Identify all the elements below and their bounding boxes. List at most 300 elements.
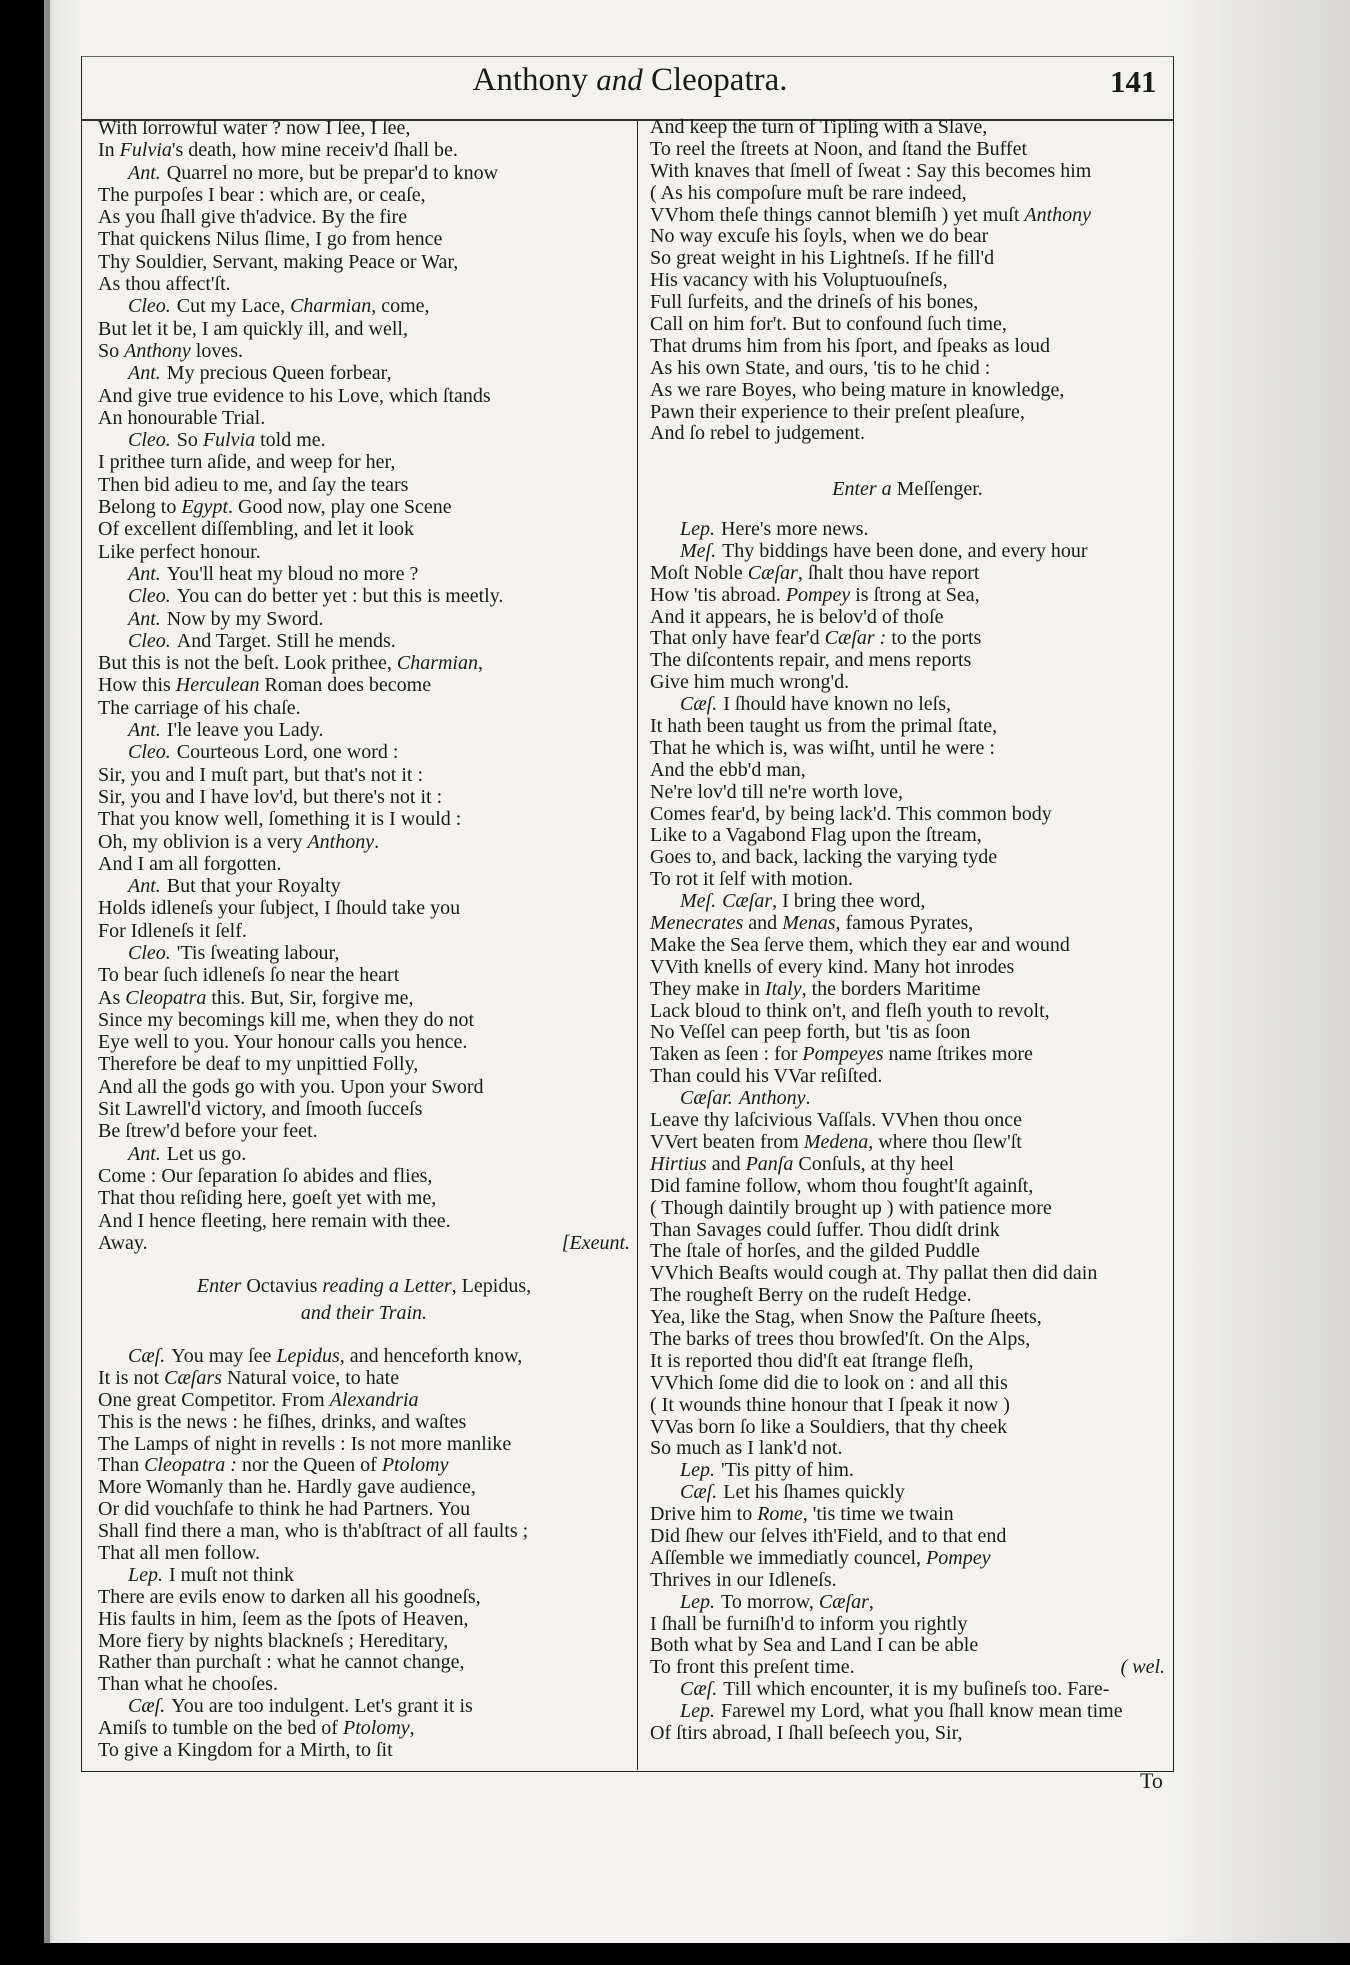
text: Of excellent diſſembling, and let it look (98, 518, 415, 541)
speaker-name: Ant. (128, 161, 161, 184)
speaker-name: Ant. (128, 562, 161, 585)
text: To rot it ſelf with motion. (650, 868, 854, 891)
text: Did ſhew our ſelves ith'Field, and to that end (650, 1524, 1007, 1547)
text: Let his ſhames quickly (723, 1481, 905, 1504)
text: , the borders Maritime (801, 977, 981, 1000)
text: That he which is, was wiſht, until he were : (650, 736, 995, 759)
text: As thou affect'ſt. (98, 273, 231, 296)
italic-text: Alexandria (329, 1388, 419, 1411)
text: Away. (98, 1231, 148, 1254)
text-line (98, 407, 630, 429)
text: Now by my Sword. (166, 607, 324, 630)
speaker-name: Lep. (680, 518, 715, 540)
italic-text: Rome (757, 1503, 803, 1526)
italic-text: Anthony (738, 1087, 806, 1110)
italic-text: Fulvia (202, 429, 256, 452)
text: For Idleneſs it ſelf. (98, 919, 247, 942)
text-line (98, 1499, 630, 1521)
italic-text: and their Train. (300, 1302, 428, 1324)
text: But let it be, I am quickly ill, and well, (98, 317, 408, 340)
text: , where thou ſlew'ſt (868, 1130, 1022, 1153)
text-line (98, 1609, 630, 1631)
text-line (98, 808, 630, 830)
text: , Lepidus, (451, 1275, 532, 1297)
text: They make in (650, 977, 765, 1000)
speaker-name: Cæſ. (128, 1695, 166, 1718)
text-line (98, 162, 630, 184)
text: Like to a Vagabond Flag upon the ſtream, (650, 824, 982, 847)
text: Cut my Lace, (176, 295, 291, 318)
text-line (650, 1176, 1165, 1198)
text-line (650, 1154, 1165, 1176)
text: name ſtrikes more (883, 1043, 1033, 1066)
text: and (706, 1152, 746, 1175)
text-line (650, 1657, 1165, 1679)
text: VVith knells of every kind. Many hot inrodes (650, 955, 1015, 978)
text: Drive him to (650, 1503, 758, 1526)
text-line (650, 161, 1165, 183)
text-line (98, 1718, 630, 1740)
text-line (98, 875, 630, 897)
text: VVhich Beaſts would cough at. Thy pallat then did dain (650, 1262, 1098, 1285)
text: And I am all forgotten. (98, 852, 282, 875)
text: Call on him for't. But to confound ſuch time, (650, 313, 1007, 336)
text: Sir, you and I have lov'd, but there's not it : (98, 785, 443, 808)
text-line (98, 987, 630, 1009)
text: , 'tis time we twain (802, 1503, 954, 1526)
text-line (650, 847, 1165, 869)
italic-text: Panſa (745, 1152, 794, 1175)
italic-text: Hirtius (650, 1152, 707, 1175)
text-line (98, 206, 630, 228)
text-line (650, 782, 1165, 804)
text-line (650, 1044, 1165, 1066)
italic-text: Menecrates (650, 912, 744, 935)
text: You may ſee (171, 1345, 277, 1367)
text: I ſhould have known no leſs, (723, 693, 951, 716)
text: VVhom theſe things cannot blemiſh ) yet muſt (650, 203, 1025, 226)
text-line (98, 1165, 630, 1187)
text: Moſt Noble (650, 561, 748, 584)
text-line (650, 205, 1165, 227)
text-line (98, 697, 630, 719)
text-line (98, 920, 630, 942)
text: Eye well to you. Your honour calls you hence. (98, 1031, 468, 1054)
text: An honourable Trial. (98, 406, 266, 429)
text-line (650, 358, 1165, 380)
text: Ne're lov'd till ne're worth love, (650, 780, 903, 803)
text: Come : Our ſeparation ſo abides and flies, (98, 1164, 433, 1187)
title-cleopatra: Cleopatra. (650, 62, 788, 98)
text: 'Tis ſweating labour, (176, 941, 340, 964)
text-line (98, 764, 630, 786)
text-line (98, 362, 630, 384)
text-line (650, 935, 1165, 957)
text-line (650, 1220, 1165, 1242)
text: One great Competitor. From (98, 1388, 330, 1411)
italic-text: Cæſar (747, 561, 798, 584)
text: Comes fear'd, by being lack'd. This common body (650, 802, 1052, 825)
text: Meſſenger. (896, 478, 983, 500)
text: You'll heat my bloud no more ? (166, 562, 419, 585)
italic-text: Cæſar (818, 1590, 869, 1613)
italic-text: Fulvia (119, 139, 172, 162)
text-line (650, 1001, 1165, 1023)
text: Thy Souldier, Servant, making Peace or War, (98, 250, 459, 273)
italic-text: Pompeyes (802, 1043, 884, 1066)
text-line (650, 585, 1165, 607)
text-line (98, 1674, 630, 1696)
text-line (650, 672, 1165, 694)
text: told me. (255, 429, 326, 452)
text-line (98, 318, 630, 340)
text: Than what he chooſes. (98, 1673, 278, 1696)
title-anthony: Anthony (472, 62, 588, 98)
text: As we rare Boyes, who being mature in knowledge, (650, 378, 1065, 401)
text: That quickens Nilus ſlime, I go from hence (98, 228, 443, 251)
text: You can do better yet : but this is meetly. (176, 585, 504, 608)
text: VVert beaten from (650, 1130, 804, 1153)
text-line (98, 1631, 630, 1653)
text-line (650, 270, 1165, 292)
text-line (650, 1351, 1165, 1373)
italic-text: Herculean (175, 674, 260, 697)
text: So (98, 339, 125, 362)
italic-text: reading a Letter (317, 1275, 452, 1297)
speaker-name: Cleo. (128, 941, 171, 964)
italic-text: Cleopatra : (144, 1454, 237, 1477)
speaker-name: Lep. (680, 1700, 715, 1723)
text-line (650, 957, 1165, 979)
text-line (650, 1110, 1165, 1132)
text: How 'tis abroad. (650, 583, 786, 606)
text-line (98, 674, 630, 696)
text-line (650, 1022, 1165, 1044)
italic-text: Anthony (124, 339, 191, 362)
text: , ſhalt thou have report (797, 561, 980, 584)
text-line (98, 585, 630, 607)
text-line (98, 385, 630, 407)
text-line (650, 1438, 1165, 1460)
text: ( It wounds thine honour that I ſpeak it now ) (650, 1393, 1010, 1416)
text: No way excuſe his ſoyls, when we do bear (650, 225, 989, 248)
text-line (650, 1329, 1165, 1351)
text-line (650, 1198, 1165, 1220)
text-line (98, 630, 630, 652)
text-line (98, 786, 630, 808)
text: Amiſs to tumble on the bed of (98, 1717, 343, 1740)
text: There are evils enow to darken all his goodneſs, (98, 1585, 481, 1608)
speaker-name: Cæſ. (680, 1678, 718, 1701)
text-line (98, 1455, 630, 1477)
text: Belong to (98, 496, 182, 519)
italic-text: Charmian (396, 652, 478, 675)
text: , and henceforth know, (339, 1345, 523, 1367)
text-line (98, 1368, 630, 1390)
left-column-block-2 (98, 1346, 630, 1762)
speaker-name: Cæſ. (128, 1345, 166, 1367)
text: You are too indulgent. Let's grant it is (171, 1695, 473, 1718)
text: Of ſtirs abroad, I ſhall beſeech you, Sir, (650, 1721, 963, 1744)
text: In (98, 139, 120, 162)
text: ( As his compoſure muſt be rare indeed, (650, 181, 967, 204)
title-and: and (596, 62, 643, 97)
stage-direction-line-1 (98, 1273, 630, 1300)
text: My precious Queen forbear, (166, 362, 392, 385)
text-line (98, 563, 630, 585)
text: Leave thy laſcivious Vaſſals. VVhen thou once (650, 1109, 1022, 1132)
text-line (98, 228, 630, 250)
text-line (650, 139, 1165, 161)
text-line (98, 942, 630, 964)
text: The purpoſes I bear : which are, or ceaſe, (98, 183, 426, 206)
italic-text: Italy (764, 977, 802, 1000)
text-line (650, 183, 1165, 205)
text: Courteous Lord, one word : (176, 741, 399, 764)
text-line (650, 1504, 1165, 1526)
text-line (650, 716, 1165, 738)
text-line (98, 1009, 630, 1031)
text: With ſorrowful water ? now I ſee, I ſee, (98, 117, 411, 139)
speaker-name: Cleo. (128, 295, 171, 318)
italic-text: Cleopatra (125, 986, 207, 1009)
text: Shall find there a man, who is th'abſtract of all faults ; (98, 1520, 529, 1543)
text-line (98, 1076, 630, 1098)
text-line (650, 1548, 1165, 1570)
text-line (98, 1565, 630, 1587)
text: , famous Pyrates, (835, 912, 974, 935)
text: It is reported thou did'ſt eat ſtrange fleſh, (650, 1349, 974, 1372)
text-line (650, 248, 1165, 270)
text-line (650, 1417, 1165, 1439)
text-line (650, 1395, 1165, 1417)
text: More Womanly than he. Hardly gave audience, (98, 1476, 476, 1499)
text: Here's more news. (721, 518, 869, 540)
text: But that your Royalty (166, 875, 341, 898)
text: How this (98, 674, 176, 697)
text: Then bid adieu to me, and ſay the tears (98, 473, 409, 496)
text-line (650, 694, 1165, 716)
text-line (98, 831, 630, 853)
text: And ſo rebel to judgement. (650, 422, 865, 445)
text: Farewel my Lord, what you ſhall know mean time (721, 1700, 1123, 1723)
italic-text: Anthony (307, 830, 375, 853)
text: , come, (371, 295, 430, 318)
text: . Good now, play one Scene (228, 496, 452, 519)
text-line (650, 891, 1165, 913)
text-line (650, 563, 1165, 585)
text: Like perfect honour. (98, 540, 261, 563)
text-line (98, 273, 630, 295)
text: But this is not the beſt. Look prithee, (98, 652, 397, 675)
text: As (98, 986, 126, 1009)
text-line (98, 1232, 630, 1254)
text-line (650, 402, 1165, 424)
text: So much as I lank'd not. (650, 1437, 843, 1460)
text: The carriage of his chaſe. (98, 696, 301, 719)
text: Natural voice, to hate (221, 1366, 400, 1389)
text-line (650, 1066, 1165, 1088)
text-line (98, 719, 630, 741)
text: The rougheſt Berry on the rudeſt Hedge. (650, 1284, 972, 1307)
stage-direction-line (650, 476, 1165, 503)
text: The ſtale of horſes, and the gilded Puddle (650, 1240, 980, 1263)
text: Be ſtrew'd before your feet. (98, 1120, 318, 1143)
text-line (650, 1263, 1165, 1285)
italic-text: Cæſars (164, 1366, 222, 1389)
text: Roman does become (259, 674, 432, 697)
speaker-name: Meſ. (680, 539, 717, 562)
text-line (98, 1477, 630, 1499)
text: Than could his VVar reſiſted. (650, 1065, 883, 1088)
text-line (650, 1635, 1165, 1657)
text-line (98, 741, 630, 763)
text-line (650, 314, 1165, 336)
text: 'Tis pitty of him. (721, 1459, 854, 1482)
text-line (650, 1614, 1165, 1636)
text-line (650, 1592, 1165, 1614)
text-line (650, 117, 1165, 139)
text: And it appears, he is belov'd of thoſe (650, 605, 944, 628)
text: Conſuls, at thy heel (793, 1152, 954, 1175)
text-line (98, 1210, 630, 1232)
text: this. But, Sir, forgive me, (206, 986, 414, 1009)
right-column-block-2 (650, 519, 1165, 1745)
text: As you ſhall give th'advice. By the fire (98, 206, 408, 229)
text-line (650, 1570, 1165, 1592)
text: Sit Lawrell'd victory, and ſmooth ſucceſs (98, 1098, 423, 1121)
text-line (650, 519, 1165, 541)
text-line (650, 628, 1165, 650)
text-line (650, 825, 1165, 847)
text: I muſt not think (169, 1563, 294, 1586)
text: And Target. Still he mends. (176, 629, 396, 652)
speaker-name: Cæſ. (680, 1481, 718, 1504)
text: To bear ſuch idleneſs ſo near the heart (98, 964, 400, 987)
text-line (650, 226, 1165, 248)
text-line (98, 184, 630, 206)
italic-text: Charmian (290, 295, 372, 318)
text: VVas born ſo like a Souldiers, that thy cheek (650, 1415, 1008, 1438)
text-line (650, 1526, 1165, 1548)
text: I'le leave you Lady. (166, 719, 324, 742)
text-line (98, 853, 630, 875)
text: Let us go. (166, 1142, 247, 1165)
text: It is not (98, 1366, 165, 1389)
text: To give a Kingdom for a Mirth, to ſit (98, 1739, 393, 1762)
text-line (650, 1088, 1165, 1110)
text-line (98, 1053, 630, 1075)
text-line (98, 496, 630, 518)
text: That only have fear'd (650, 627, 825, 650)
italic-text: Menas (782, 912, 836, 935)
text: His faults in him, ſeem as the ſpots of Heaven, (98, 1607, 469, 1630)
text: Thrives in our Idleneſs. (650, 1568, 837, 1591)
italic-text: Enter (196, 1275, 247, 1297)
text-line (650, 869, 1165, 891)
text-line (98, 139, 630, 161)
speaker-name: Lep. (128, 1563, 163, 1586)
text-line (650, 1679, 1165, 1701)
text-line (650, 1132, 1165, 1154)
text: Lack bloud to think on't, and fleſh youth to revolt, (650, 999, 1050, 1022)
text: Both what by Sea and Land I can be able (650, 1634, 979, 1657)
text-line (650, 380, 1165, 402)
text-line (98, 1346, 630, 1368)
text-line (98, 429, 630, 451)
text: With knaves that ſmell of ſweat : Say this becomes him (650, 159, 1092, 182)
speaker-name: Cæſ. (680, 693, 718, 716)
text-line (98, 251, 630, 273)
text: , (409, 1717, 415, 1740)
italic-text: Egypt (181, 496, 228, 519)
text: So great weight in his Lightneſs. If he fill'd (650, 247, 995, 270)
text-line (98, 1696, 630, 1718)
text: Pawn their experience to their preſent pleaſure, (650, 400, 1025, 423)
text-line (98, 1434, 630, 1456)
text: His vacancy with his Voluptuouſneſs, (650, 269, 948, 292)
speaker-name: Cleo. (128, 629, 171, 652)
text-line (650, 1482, 1165, 1504)
speaker-name: Cleo. (128, 429, 171, 452)
text: Therefore be deaf to my unpittied Folly, (98, 1053, 419, 1076)
text-line (98, 1031, 630, 1053)
text: , (477, 652, 483, 675)
text-line (98, 897, 630, 919)
italic-text: Cæſar (722, 890, 773, 913)
text: Make the Sea ſerve them, which they ear and wound (650, 933, 1070, 956)
text-line (98, 608, 630, 630)
text-line (650, 541, 1165, 563)
text: nor the Queen of (236, 1454, 382, 1477)
stage-direction-enter-octavius (98, 1273, 630, 1327)
text: Goes to, and back, lacking the varying tyde (650, 846, 998, 869)
text: Than (98, 1454, 145, 1477)
text: The diſcontents repair, and mens reports (650, 649, 972, 672)
text-line (98, 1120, 630, 1142)
text: As his own State, and ours, 'tis to he chid : (650, 356, 991, 379)
text: Taken as ſeen : for (650, 1043, 803, 1066)
text: That all men follow. (98, 1542, 260, 1565)
speaker-name: Ant. (128, 875, 161, 898)
text-line (98, 340, 630, 362)
text-line (650, 1241, 1165, 1263)
italic-text: Ptolomy (342, 1717, 410, 1740)
text-line (98, 1652, 630, 1674)
page-gutter (44, 0, 50, 1943)
italic-text: Enter a (832, 478, 897, 500)
italic-text: Cæſar : (824, 627, 887, 650)
text-line (650, 738, 1165, 760)
column-divider (637, 120, 638, 1770)
text: To reel the ſtreets at Noon, and ſtand the Buffet (650, 137, 1028, 160)
italic-text: Lepidus (276, 1345, 340, 1367)
text: Thy biddings have been done, and every hour (722, 539, 1088, 562)
italic-text: Medena (803, 1130, 869, 1153)
text-line (650, 760, 1165, 782)
text: Aſſemble we immediatly councel, (650, 1546, 927, 1569)
text-line (650, 292, 1165, 314)
text-line (650, 1701, 1165, 1723)
text-line (98, 652, 630, 674)
text: Rather than purchaſt : what he cannot change, (98, 1651, 465, 1674)
text-line (650, 336, 1165, 358)
text: VVhich ſome did die to look on : and all this (650, 1371, 1008, 1394)
text-line (650, 979, 1165, 1001)
text: And keep the turn of Tipling with a Slave, (650, 116, 988, 138)
text: So (176, 429, 203, 452)
speaker-name: Lep. (680, 1590, 715, 1613)
